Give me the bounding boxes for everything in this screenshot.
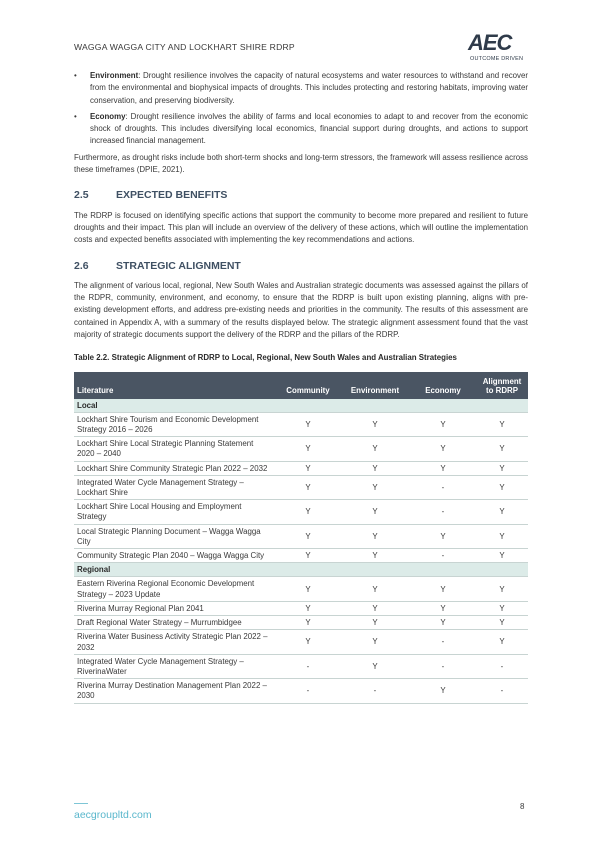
- cell-alignment: Y: [476, 601, 528, 615]
- cell-alignment: -: [476, 654, 528, 678]
- cell-literature: Lockhart Shire Tourism and Economic Development Strategy 2016 – 2026: [74, 412, 276, 436]
- cell-community: Y: [276, 461, 340, 475]
- cell-environment: Y: [340, 549, 410, 563]
- cell-alignment: Y: [476, 577, 528, 601]
- cell-community: Y: [276, 475, 340, 499]
- bullet-environment: [74, 70, 528, 107]
- running-header: WAGGA WAGGA CITY AND LOCKHART SHIRE RDRP: [74, 42, 295, 52]
- section-number: 2.6: [74, 259, 89, 272]
- bullet-text: : Drought resilience involves the ability of farms and local economies to adapt to and recover from the economic shock of droughts. This includes diversifying local economics, financial support during droughts, and actions to support increased financial management.: [90, 111, 528, 146]
- cell-economy: -: [410, 500, 476, 524]
- cell-community: Y: [276, 437, 340, 461]
- table-row: [74, 524, 528, 548]
- cell-environment: Y: [340, 630, 410, 654]
- paragraph-expected-benefits: The RDRP is focused on identifying specific actions that support the community to become more prepared and resilient to future droughts and their impact. This plan will include an overview of the delivery of these actions, which will outline the implementation costs and expected benefits associated with implementing the key recommendations and actions.: [74, 210, 528, 245]
- page-number: 8: [520, 802, 525, 811]
- paragraph-furthermore: Furthermore, as drought risks include both short-term shocks and long-term stressors, the framework will assess resilience across these timeframes (DPIE, 2021).: [74, 152, 528, 175]
- cell-alignment: Y: [476, 461, 528, 475]
- table-row: [74, 679, 528, 703]
- cell-literature: Lockhart Shire Local Strategic Planning Statement 2020 – 2040: [74, 437, 276, 461]
- paragraph-strategic-alignment: The alignment of various local, regional, New South Wales and Australian strategic documents was assessed against the pillars of the RDPR, community, environment, and economy, to ensure that the RDRP is built upon existing planning, aligns with pre-existing development efforts, and address pre-existing needs and priorities in the community. The results of this assessment are contained in Appendix A, with a summary of the results displayed below. The strategic alignment assessment found that the vast majority of strategic documents support the delivery of the RDRP and the pillars of the RDRP.: [74, 280, 528, 340]
- section-number: 2.5: [74, 189, 89, 202]
- logo-tagline: OUTCOME DRIVEN: [470, 56, 524, 62]
- cell-community: Y: [276, 500, 340, 524]
- cell-community: Y: [276, 630, 340, 654]
- cell-community: Y: [276, 616, 340, 630]
- table-row: [74, 500, 528, 524]
- footer-url: aecgroupltd.com: [74, 809, 152, 821]
- column-header-economy: Economy: [410, 372, 476, 399]
- cell-economy: Y: [410, 412, 476, 436]
- cell-economy: Y: [410, 679, 476, 703]
- section-heading-2-6: [74, 260, 528, 272]
- cell-literature: Draft Regional Water Strategy – Murrumbidgee: [74, 616, 276, 630]
- cell-alignment: Y: [476, 549, 528, 563]
- table-group-row: [74, 399, 528, 413]
- table-row: [74, 630, 528, 654]
- table-row: [74, 549, 528, 563]
- bullet-economy: [74, 111, 528, 148]
- cell-community: Y: [276, 577, 340, 601]
- cell-literature: Riverina Murray Destination Management Plan 2022 – 2030: [74, 679, 276, 703]
- cell-environment: Y: [340, 500, 410, 524]
- footer-accent-line: [74, 803, 88, 804]
- cell-environment: -: [340, 679, 410, 703]
- column-header-literature: Literature: [74, 372, 276, 399]
- table-row: [74, 654, 528, 678]
- cell-alignment: -: [476, 679, 528, 703]
- table-group-row: [74, 563, 528, 577]
- column-header-alignment: Alignment to RDRP: [476, 372, 528, 399]
- bullet-icon: •: [74, 111, 77, 121]
- cell-environment: Y: [340, 437, 410, 461]
- table-row: [74, 577, 528, 601]
- cell-community: -: [276, 654, 340, 678]
- cell-literature: Integrated Water Cycle Management Strategy – Lockhart Shire: [74, 475, 276, 499]
- column-header-environment: Environment: [340, 372, 410, 399]
- cell-alignment: Y: [476, 616, 528, 630]
- cell-economy: Y: [410, 437, 476, 461]
- table-row: [74, 412, 528, 436]
- cell-community: Y: [276, 601, 340, 615]
- cell-literature: Integrated Water Cycle Management Strategy – RiverinaWater: [74, 654, 276, 678]
- table-row: [74, 461, 528, 475]
- cell-environment: Y: [340, 601, 410, 615]
- group-label: Regional: [74, 563, 528, 577]
- cell-economy: Y: [410, 461, 476, 475]
- cell-alignment: Y: [476, 500, 528, 524]
- cell-environment: Y: [340, 616, 410, 630]
- cell-literature: Riverina Murray Regional Plan 2041: [74, 601, 276, 615]
- cell-environment: Y: [340, 654, 410, 678]
- cell-alignment: Y: [476, 475, 528, 499]
- table-row: [74, 616, 528, 630]
- cell-community: Y: [276, 412, 340, 436]
- table-row: [74, 475, 528, 499]
- cell-alignment: Y: [476, 437, 528, 461]
- section-heading-2-5: [74, 189, 528, 201]
- cell-literature: Local Strategic Planning Document – Wagga Wagga City: [74, 524, 276, 548]
- cell-literature: Lockhart Shire Community Strategic Plan 2022 – 2032: [74, 461, 276, 475]
- cell-economy: Y: [410, 616, 476, 630]
- cell-economy: -: [410, 549, 476, 563]
- cell-economy: Y: [410, 601, 476, 615]
- cell-alignment: Y: [476, 524, 528, 548]
- table-caption: Table 2.2. Strategic Alignment of RDRP to Local, Regional, New South Wales and Australian Strategies: [74, 353, 457, 363]
- page-body: [74, 70, 528, 704]
- table-body: [74, 399, 528, 703]
- cell-community: Y: [276, 549, 340, 563]
- group-label: Local: [74, 399, 528, 413]
- cell-economy: Y: [410, 524, 476, 548]
- strategic-alignment-table: [74, 372, 528, 704]
- table-row: [74, 437, 528, 461]
- section-title: STRATEGIC ALIGNMENT: [116, 259, 241, 272]
- bullet-text: : Drought resilience involves the capacity of natural ecosystems and water resources to withstand and recover from the environmental and biophysical impacts of droughts. This includes protecting and restoring habitats, improving water conservation, and preserving biodiversity.: [90, 71, 528, 105]
- section-title: EXPECTED BENEFITS: [116, 189, 228, 202]
- cell-alignment: Y: [476, 630, 528, 654]
- cell-economy: -: [410, 475, 476, 499]
- column-header-community: Community: [276, 372, 340, 399]
- table-header-row: [74, 372, 528, 399]
- cell-community: Y: [276, 524, 340, 548]
- cell-alignment: Y: [476, 412, 528, 436]
- bullet-icon: •: [74, 71, 77, 80]
- cell-economy: -: [410, 654, 476, 678]
- cell-community: -: [276, 679, 340, 703]
- bullet-term: Economy: [90, 111, 126, 121]
- cell-environment: Y: [340, 577, 410, 601]
- cell-literature: Eastern Riverina Regional Economic Development Strategy – 2023 Update: [74, 577, 276, 601]
- cell-environment: Y: [340, 475, 410, 499]
- table-row: [74, 601, 528, 615]
- cell-environment: Y: [340, 412, 410, 436]
- cell-environment: Y: [340, 524, 410, 548]
- logo-wordmark: AEC: [468, 30, 512, 55]
- cell-economy: Y: [410, 577, 476, 601]
- cell-environment: Y: [340, 461, 410, 475]
- cell-literature: Riverina Water Business Activity Strategic Plan 2022 – 2032: [74, 630, 276, 654]
- aec-logo: [468, 30, 530, 66]
- cell-economy: -: [410, 630, 476, 654]
- cell-literature: Lockhart Shire Local Housing and Employment Strategy: [74, 500, 276, 524]
- cell-literature: Community Strategic Plan 2040 – Wagga Wagga City: [74, 549, 276, 563]
- bullet-term: Environment: [90, 71, 139, 80]
